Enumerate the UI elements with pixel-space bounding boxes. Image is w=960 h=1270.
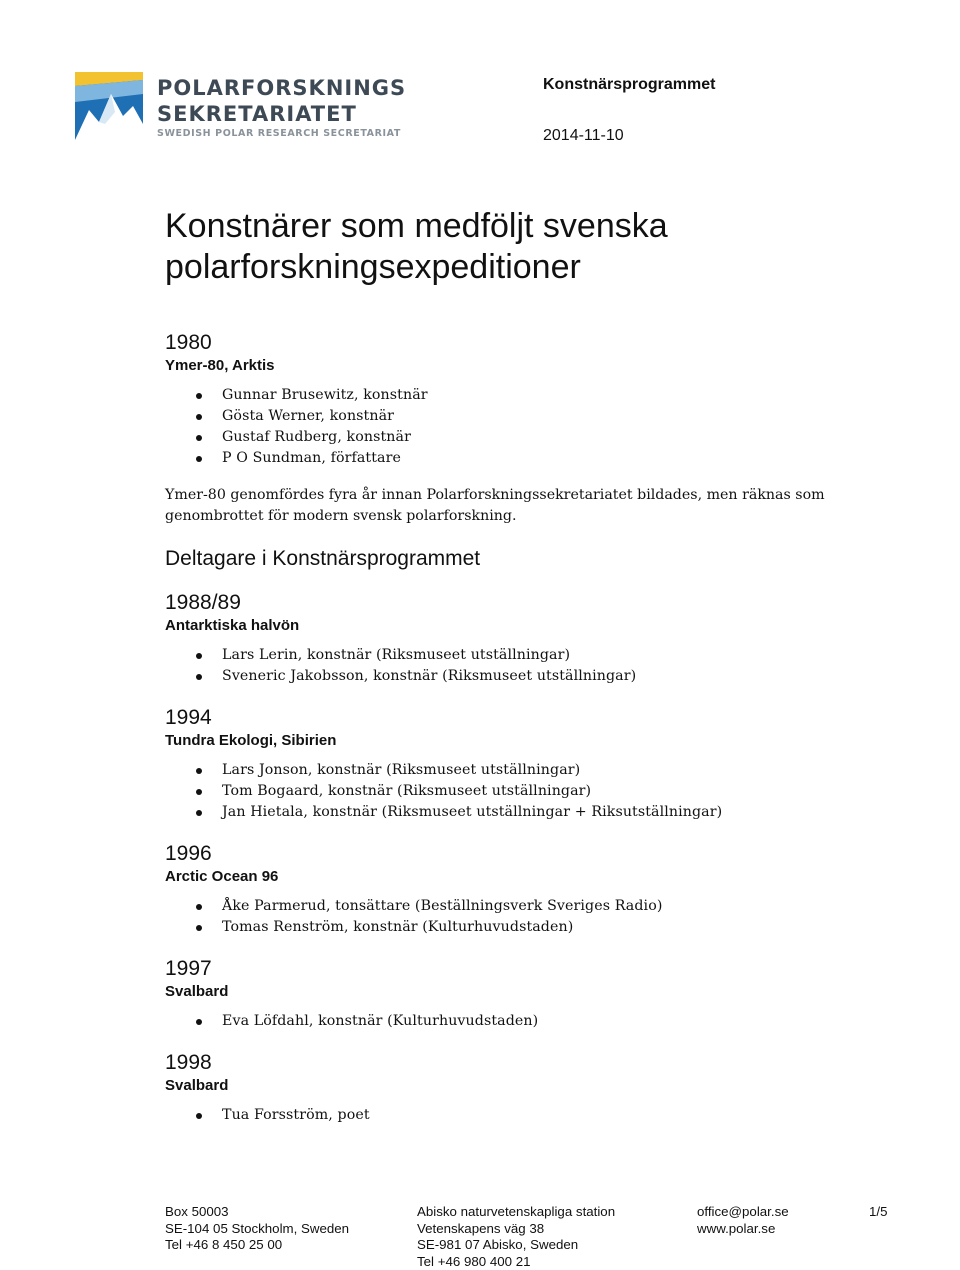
entry-place: Ymer-80, Arktis bbox=[165, 356, 885, 376]
footer-line: Vetenskapens väg 38 bbox=[417, 1221, 615, 1238]
entry-year: 1988/89 bbox=[165, 590, 885, 615]
participant-item: Tom Bogaard, konstnär (Riksmuseet utställningar) bbox=[165, 781, 885, 802]
entry-year: 1980 bbox=[165, 330, 885, 355]
entry-1988 bbox=[165, 590, 885, 687]
entry-place: Antarktiska halvön bbox=[165, 616, 885, 636]
participant-item: Gunnar Brusewitz, konstnär bbox=[165, 385, 885, 406]
participant-item: Jan Hietala, konstnär (Riksmuseet utställningar + Riksutställningar) bbox=[165, 802, 885, 823]
participant-item: Lars Jonson, konstnär (Riksmuseet utställningar) bbox=[165, 760, 885, 781]
entry-place: Arctic Ocean 96 bbox=[165, 867, 885, 887]
document-date: 2014-11-10 bbox=[543, 127, 624, 145]
participant-list bbox=[165, 896, 885, 938]
footer-line: Tel +46 8 450 25 00 bbox=[165, 1237, 349, 1254]
entry-place: Svalbard bbox=[165, 1076, 885, 1096]
organization-logo bbox=[75, 72, 405, 142]
logo-mountain-icon bbox=[75, 72, 143, 140]
logo-line-1: POLARFORSKNINGS bbox=[157, 76, 406, 100]
logo-line-2: SEKRETARIATET bbox=[157, 102, 357, 126]
entry-1996 bbox=[165, 841, 885, 938]
footer-line: SE-104 05 Stockholm, Sweden bbox=[165, 1221, 349, 1238]
footer-address-abisko bbox=[417, 1204, 615, 1270]
entry-1997 bbox=[165, 956, 885, 1032]
participant-item: Eva Löfdahl, konstnär (Kulturhuvudstaden) bbox=[165, 1011, 885, 1032]
participant-item: Sveneric Jakobsson, konstnär (Riksmuseet utställningar) bbox=[165, 666, 885, 687]
entry-place: Svalbard bbox=[165, 982, 885, 1002]
footer-line: SE-981 07 Abisko, Sweden bbox=[417, 1237, 615, 1254]
footer-line: Tel +46 980 400 21 bbox=[417, 1254, 615, 1270]
participant-item: Gösta Werner, konstnär bbox=[165, 406, 885, 427]
entry-year: 1997 bbox=[165, 956, 885, 981]
page-number bbox=[869, 1204, 888, 1221]
intro-entry bbox=[165, 330, 885, 527]
participant-item: Åke Parmerud, tonsättare (Beställningsverk Sveriges Radio) bbox=[165, 896, 885, 917]
participant-item: P O Sundman, författare bbox=[165, 448, 885, 469]
footer-line: Abisko naturvetenskapliga station bbox=[417, 1204, 615, 1221]
participant-list bbox=[165, 1011, 885, 1032]
entry-1994 bbox=[165, 705, 885, 823]
participant-item: Tua Forsström, poet bbox=[165, 1105, 885, 1126]
footer-contact bbox=[697, 1204, 789, 1237]
participant-item: Tomas Renström, konstnär (Kulturhuvudstaden) bbox=[165, 917, 885, 938]
entry-year: 1996 bbox=[165, 841, 885, 866]
entry-year: 1994 bbox=[165, 705, 885, 730]
participant-list bbox=[165, 645, 885, 687]
entry-year: 1998 bbox=[165, 1050, 885, 1075]
participant-list bbox=[165, 1105, 885, 1126]
footer-address-stockholm bbox=[165, 1204, 349, 1254]
participant-item: Lars Lerin, konstnär (Riksmuseet utställningar) bbox=[165, 645, 885, 666]
footer-website-link[interactable]: www.polar.se bbox=[697, 1221, 789, 1238]
footer-email-link[interactable]: office@polar.se bbox=[697, 1204, 789, 1221]
entry-1998 bbox=[165, 1050, 885, 1126]
section-heading: Deltagare i Konstnärsprogrammet bbox=[165, 545, 885, 573]
logo-line-3: SWEDISH POLAR RESEARCH SECRETARIAT bbox=[157, 128, 401, 139]
participant-item: Gustaf Rudberg, konstnär bbox=[165, 427, 885, 448]
participant-list bbox=[165, 760, 885, 823]
participant-list bbox=[165, 385, 885, 469]
page-number-text: 1/5 bbox=[869, 1204, 888, 1221]
footer-line: Box 50003 bbox=[165, 1204, 349, 1221]
page-title: Konstnärer som medföljt svenska polarforskningsexpeditioner bbox=[165, 206, 865, 288]
entry-place: Tundra Ekologi, Sibirien bbox=[165, 731, 885, 751]
document-label: Konstnärsprogrammet bbox=[543, 76, 715, 94]
document-body bbox=[165, 330, 885, 1126]
intro-note: Ymer-80 genomfördes fyra år innan Polarforskningssekretariatet bildades, men räknas som genombrottet för modern svensk polarforskning. bbox=[165, 485, 865, 527]
